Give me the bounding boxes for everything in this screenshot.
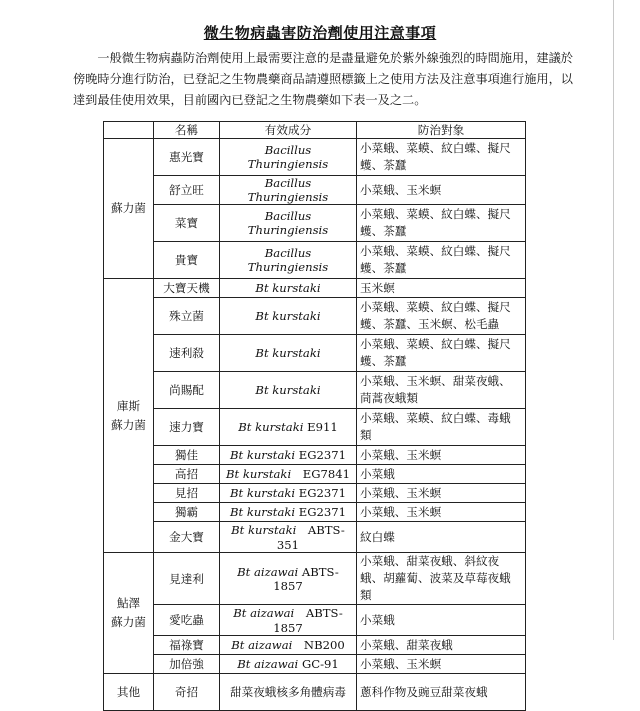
target-pests-cell: 小菜蛾 bbox=[357, 605, 526, 636]
table-row bbox=[104, 298, 526, 335]
ingredient-strain: NB200 bbox=[292, 638, 345, 652]
product-name-cell: 金大寶 bbox=[154, 522, 220, 553]
header-ingredient: 有效成分 bbox=[220, 122, 357, 139]
target-pests-cell: 小菜蛾、菜蟆、紋白蝶、擬尺蠖、茶蠶 bbox=[357, 139, 526, 176]
table-row bbox=[104, 242, 526, 279]
product-name-cell: 舒立旺 bbox=[154, 176, 220, 205]
ingredient-cell bbox=[220, 484, 357, 503]
ingredient-cell bbox=[220, 446, 357, 465]
ingredient-strain: GC-91 bbox=[298, 657, 339, 671]
ingredient-cell bbox=[220, 553, 357, 605]
table-row bbox=[104, 465, 526, 484]
target-pests-cell: 小菜蛾、玉米螟 bbox=[357, 655, 526, 674]
target-pests-cell: 蔥科作物及豌豆甜菜夜蛾 bbox=[357, 674, 526, 711]
ingredient-species: Bt aizawai bbox=[233, 606, 295, 620]
ingredient-cell bbox=[220, 465, 357, 484]
target-pests-cell: 小菜蛾、玉米螟 bbox=[357, 176, 526, 205]
ingredient-cell bbox=[220, 335, 357, 372]
ingredient-species: Bt kurstaki bbox=[255, 309, 321, 323]
table-row bbox=[104, 553, 526, 605]
target-pests-cell: 小菜蛾、菜蟆、紋白蝶、擬尺蠖、茶蠶 bbox=[357, 205, 526, 242]
product-name-cell: 高招 bbox=[154, 465, 220, 484]
table-row bbox=[104, 446, 526, 465]
header-targets: 防治對象 bbox=[357, 122, 526, 139]
ingredient-species: Bacillus Thuringiensis bbox=[247, 209, 329, 237]
category-cell: 庫斯 蘇力菌 bbox=[104, 279, 154, 553]
product-name-cell: 速力寶 bbox=[154, 409, 220, 446]
table-row bbox=[104, 335, 526, 372]
category-cell: 其他 bbox=[104, 674, 154, 711]
page-edge-divider bbox=[613, 0, 614, 640]
product-name-cell: 奇招 bbox=[154, 674, 220, 711]
ingredient-strain: ABTS-1857 bbox=[273, 564, 339, 593]
table-row bbox=[104, 176, 526, 205]
table-row bbox=[104, 139, 526, 176]
target-pests-cell: 小菜蛾、玉米螟 bbox=[357, 503, 526, 522]
table-row bbox=[104, 522, 526, 553]
header-name: 名稱 bbox=[154, 122, 220, 139]
product-name-cell: 菜寶 bbox=[154, 205, 220, 242]
table-header-row bbox=[104, 122, 526, 139]
ingredient-species: Bt aizawai bbox=[237, 564, 299, 579]
document-title: 微生物病蟲害防治劑使用注意事項 bbox=[203, 24, 437, 42]
ingredient-species: Bt kurstaki bbox=[255, 383, 321, 397]
target-pests-cell: 小菜蛾、甜菜夜蛾 bbox=[357, 636, 526, 655]
target-pests-cell: 小菜蛾、玉米螟、甜菜夜蛾、茼蒿夜蛾類 bbox=[357, 372, 526, 409]
product-name-cell: 加倍強 bbox=[154, 655, 220, 674]
target-pests-cell: 小菜蛾、玉米螟 bbox=[357, 446, 526, 465]
ingredient-species: Bacillus Thuringiensis bbox=[247, 143, 329, 171]
table-row bbox=[104, 409, 526, 446]
ingredient-cell bbox=[220, 605, 357, 636]
target-pests-cell: 玉米螟 bbox=[357, 279, 526, 298]
ingredient-species: Bt kurstaki bbox=[238, 420, 304, 434]
ingredient-cell bbox=[220, 279, 357, 298]
ingredient-species: Bt kurstaki bbox=[255, 346, 321, 360]
table-row bbox=[104, 655, 526, 674]
table-row bbox=[104, 279, 526, 298]
table-row bbox=[104, 205, 526, 242]
ingredient-species: 甜菜夜蛾核多角體病毒 bbox=[230, 685, 346, 699]
ingredient-strain: E911 bbox=[303, 420, 338, 434]
intro-paragraph: 一般微生物病蟲防治劑使用上最需要注意的是盡量避免於紫外線強烈的時間施用，建議於傍晚時分進行防治，已登記之生物農藥商品請遵照標籤上之使用方法及注意事項進行施用，以達到最佳使用效果，目前國內已登記之生物農藥如下表一及之二。 bbox=[73, 51, 573, 107]
ingredient-species: Bt kurstaki bbox=[229, 505, 296, 519]
header-category bbox=[104, 122, 154, 139]
product-name-cell: 尚賜配 bbox=[154, 372, 220, 409]
ingredient-species: Bt kurstaki bbox=[229, 486, 296, 500]
biopesticide-table bbox=[103, 121, 526, 711]
ingredient-species: Bt kurstaki bbox=[255, 281, 321, 295]
product-name-cell: 愛吃蟲 bbox=[154, 605, 220, 636]
ingredient-cell bbox=[220, 674, 357, 711]
ingredient-species: Bt kurstaki bbox=[226, 467, 292, 481]
product-name-cell: 大寶天機 bbox=[154, 279, 220, 298]
table-row bbox=[104, 372, 526, 409]
ingredient-cell bbox=[220, 636, 357, 655]
ingredient-cell bbox=[220, 176, 357, 205]
ingredient-species: Bacillus Thuringiensis bbox=[247, 176, 329, 204]
product-name-cell: 速利殺 bbox=[154, 335, 220, 372]
ingredient-cell bbox=[220, 372, 357, 409]
product-name-cell: 見達利 bbox=[154, 553, 220, 605]
ingredient-strain: ABTS-351 bbox=[276, 523, 345, 552]
product-name-cell: 見招 bbox=[154, 484, 220, 503]
ingredient-cell bbox=[220, 503, 357, 522]
product-name-cell: 獨佳 bbox=[154, 446, 220, 465]
ingredient-strain: EG2371 bbox=[295, 486, 347, 500]
target-pests-cell: 小菜蛾、菜蟆、紋白蝶、毒蛾類 bbox=[357, 409, 526, 446]
table-row bbox=[104, 503, 526, 522]
target-pests-cell: 紋白蝶 bbox=[357, 522, 526, 553]
ingredient-cell bbox=[220, 242, 357, 279]
ingredient-cell bbox=[220, 298, 357, 335]
target-pests-cell: 小菜蛾、菜蟆、紋白蝶、擬尺蠖、茶蠶 bbox=[357, 242, 526, 279]
ingredient-strain: EG7841 bbox=[291, 467, 350, 481]
table-row bbox=[104, 484, 526, 503]
target-pests-cell: 小菜蛾、菜蟆、紋白蝶、擬尺蠖、茶蠶 bbox=[357, 335, 526, 372]
product-name-cell: 福祿寶 bbox=[154, 636, 220, 655]
ingredient-cell bbox=[220, 522, 357, 553]
product-name-cell: 殊立菌 bbox=[154, 298, 220, 335]
table-row bbox=[104, 605, 526, 636]
target-pests-cell: 小菜蛾、玉米螟 bbox=[357, 484, 526, 503]
ingredient-species: Bacillus Thuringiensis bbox=[247, 246, 329, 274]
table-row bbox=[104, 636, 526, 655]
ingredient-strain: EG2371 bbox=[295, 505, 347, 519]
product-name-cell: 貴寶 bbox=[154, 242, 220, 279]
target-pests-cell: 小菜蛾 bbox=[357, 465, 526, 484]
product-name-cell: 惠光寶 bbox=[154, 139, 220, 176]
target-pests-cell: 小菜蛾、菜蟆、紋白蝶、擬尺蠖、茶蠶、玉米螟、松毛蟲 bbox=[357, 298, 526, 335]
ingredient-species: Bt aizawai bbox=[231, 638, 293, 652]
ingredient-species: Bt aizawai bbox=[237, 657, 299, 671]
table-body bbox=[104, 139, 526, 711]
category-cell: 蘇力菌 bbox=[104, 139, 154, 279]
ingredient-species: Bt kurstaki bbox=[231, 523, 297, 537]
target-pests-cell: 小菜蛾、甜菜夜蛾、斜紋夜蛾、胡蘿蔔、波菜及草莓夜蛾類 bbox=[357, 553, 526, 605]
ingredient-strain: EG2371 bbox=[295, 448, 347, 462]
ingredient-species: Bt kurstaki bbox=[229, 448, 296, 462]
ingredient-cell bbox=[220, 409, 357, 446]
product-name-cell: 獨霸 bbox=[154, 503, 220, 522]
table-row bbox=[104, 674, 526, 711]
ingredient-strain: ABTS-1857 bbox=[273, 606, 343, 635]
ingredient-cell bbox=[220, 139, 357, 176]
ingredient-cell bbox=[220, 655, 357, 674]
category-cell: 鮎澤 蘇力菌 bbox=[104, 553, 154, 674]
ingredient-cell bbox=[220, 205, 357, 242]
